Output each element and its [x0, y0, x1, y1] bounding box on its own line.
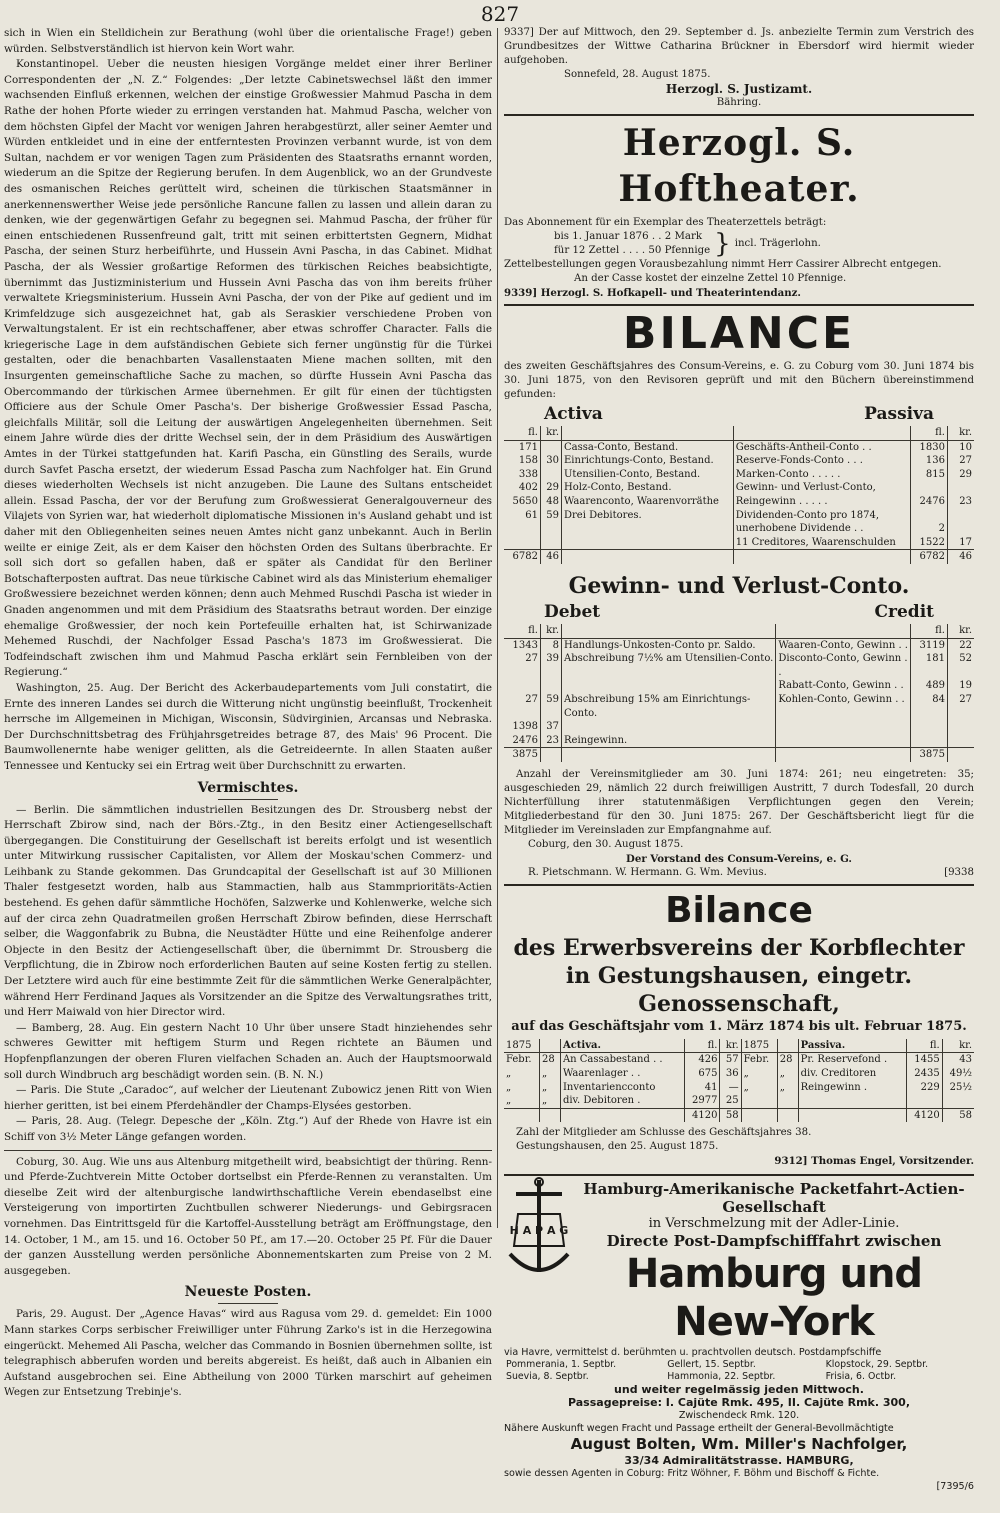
table-cell: 46 — [948, 550, 975, 564]
table-cell: 229 — [906, 1081, 942, 1095]
table-cell: Utensilien-Conto, Bestand. — [562, 468, 734, 482]
table-cell: fl. — [911, 624, 948, 638]
table-cell: „ — [741, 1067, 777, 1081]
table-cell: 6782 — [504, 550, 541, 564]
table-row — [504, 624, 974, 638]
hapag-merger: in Verschmelzung mit der Adler-Linie. — [648, 1216, 900, 1232]
hapag-route: Hamburg und New-York — [625, 1251, 923, 1346]
table-cell: 402 — [518, 482, 538, 494]
table-cell: 815 — [911, 468, 948, 482]
table-cell: 28 — [777, 1053, 798, 1067]
table-cell: 2476 — [512, 734, 538, 746]
table-cell — [504, 1108, 540, 1122]
table-cell: 489 — [911, 679, 948, 693]
separator-rule — [4, 1150, 492, 1151]
table-cell: 23 — [948, 495, 975, 509]
table-cell: „ — [540, 1067, 561, 1081]
table-cell: Rabatt-Conto, Gewinn . . — [776, 679, 911, 693]
table-cell: Gewinn- und Verlust-Conto, — [733, 481, 910, 495]
table-row — [504, 1053, 974, 1067]
table-row — [504, 1081, 974, 1095]
table-cell: 27 — [525, 653, 538, 665]
table-cell: Activa. — [560, 1039, 684, 1053]
page-number: 827 — [480, 2, 520, 26]
activa-label: Activa — [544, 404, 603, 424]
table-cell — [562, 720, 776, 734]
ship-cell: Frisia, 6. Octbr. — [825, 1371, 897, 1383]
theater-signature: 9339] Herzogl. S. Hofkapell- und Theaterintendanz. — [504, 287, 801, 299]
table-cell: Abschreibung 7½% am Utensilien-Conto. — [562, 652, 776, 679]
ship-cell: Hammonia, 22. Septbr. — [667, 1371, 776, 1383]
table-cell: 11 Creditores, Waarenschulden — [733, 536, 910, 550]
table-cell: „ — [777, 1067, 798, 1081]
table-cell: 48 — [541, 495, 562, 509]
b2-place: Gestungshausen, den 25. August 1875. — [516, 1141, 719, 1153]
table-cell: Dividenden-Conto pro 1874, — [733, 509, 910, 523]
hapag-via: via Havre, vermittelst d. berühmten u. prachtvollen deutsch. Postdampfschiffe — [504, 1347, 882, 1359]
table-cell: Reingewinn . — [798, 1081, 906, 1095]
table-cell: div. Debitoren . — [560, 1094, 684, 1108]
table-cell — [948, 509, 975, 523]
table-cell — [776, 624, 911, 638]
table-cell — [541, 536, 562, 550]
table-cell: kr. — [948, 426, 975, 440]
members-number: [9338 — [944, 866, 974, 878]
table-cell: kr. — [720, 1039, 741, 1053]
brace-icon: } — [714, 229, 731, 259]
table-cell: „ — [506, 1095, 512, 1107]
ship-cell: Klopstock, 29. Septbr. — [825, 1359, 929, 1371]
gv-table — [504, 624, 974, 762]
table-cell: 39 — [541, 652, 562, 679]
article-paris-1: — Paris. Die Stute „Caradoc“, auf welcher der Lieutenant Zubowicz jenen Ritt von Wien hierher geritten, ist bei einem Pferdehändler der Champs-Elysées gestorben. — [4, 1084, 492, 1112]
table-cell — [777, 1094, 798, 1108]
table-cell — [733, 426, 910, 440]
members-footer — [504, 866, 974, 880]
gv-title: Gewinn- und Verlust-Conto. — [568, 572, 910, 599]
bilance-korbflechter-title: Bilance — [665, 889, 813, 931]
table-row — [504, 495, 974, 509]
section-heading-neueste-posten: Neueste Posten. — [184, 1284, 312, 1301]
theater-title: Herzogl. S. Hoftheater. — [618, 122, 860, 210]
table-cell: 4120 — [906, 1108, 942, 1122]
table-cell — [562, 426, 734, 440]
b2-signature: 9312] Thomas Engel, Vorsitzender. — [774, 1155, 974, 1168]
table-cell: kr. — [948, 624, 975, 638]
article-coburg: Coburg, 30. Aug. Wie uns aus Altenburg mitgetheilt wird, beabsichtigt der thüring. Renn- und Pferde-Zuchtverein Mitte October dortselbst ein Pferde-Rennen zu veranstalten. Um dieselbe Zeit wird der altenburgische landwirthschaftliche Verein ebendaselbst eine Versteigerung von importirten Zuchtbullen schwerer Niederungs- und Gebirgsracen vornehmen. Das Eintrittsgeld für die Kartoffel-Ausstellung beträgt am Eröffnungstage, den 14. October, 1 M., am 15. und 16. October 50 Pf., am 17.—20. October 25 Pf. Für die Dauer der ganzen Ausstellung werden persönliche Abonnementskarten zum Preise von 2 M. ausgegeben. — [4, 1155, 492, 1277]
table-cell: 17 — [948, 536, 975, 550]
theater-price-1: bis 1. Januar 1876 . . 2 Mark — [554, 231, 703, 242]
table-cell — [948, 748, 975, 762]
ship-cell: Pommerania, 1. Septbr. — [506, 1359, 617, 1371]
table-cell: 23 — [541, 734, 562, 748]
table-cell — [541, 522, 562, 536]
table-cell — [504, 679, 541, 693]
table-cell: 181 — [911, 652, 948, 679]
table-cell: Reingewinn . . . . . — [733, 495, 910, 509]
table-cell: Waarenlager . . — [560, 1067, 684, 1081]
table-cell: Drei Debitores. — [562, 509, 734, 523]
table-row — [504, 720, 974, 734]
table-cell — [540, 1108, 561, 1122]
separator-rule — [504, 114, 974, 116]
table-row — [504, 426, 974, 440]
table-cell: Pr. Reservefond . — [798, 1053, 906, 1067]
heading-rule — [218, 1303, 278, 1304]
table-cell — [741, 1108, 777, 1122]
table-cell: 46 — [541, 550, 562, 564]
table-cell: Reingewinn. — [562, 734, 776, 748]
table-cell — [911, 481, 948, 495]
table-cell — [777, 1039, 798, 1053]
anchor-icon — [504, 1176, 574, 1286]
article-intro: sich in Wien ein Stelldichein zur Berathung (wohl über die orientalische Frage!) geben würden. Selbstverständlich ist hiervon kein Wort wahr. — [4, 27, 492, 55]
table-cell: 61 — [525, 509, 538, 521]
table-cell: 37 — [541, 720, 562, 734]
table-cell: 29 — [948, 468, 975, 482]
table-cell — [776, 734, 911, 748]
members-place: Coburg, den 30. August 1875. — [528, 838, 684, 850]
table-row — [504, 440, 974, 454]
table-cell — [948, 522, 975, 536]
debet-label: Debet — [544, 601, 601, 622]
hapag-number: [7395/6 — [936, 1481, 974, 1493]
table-cell: fl. — [906, 1039, 942, 1053]
notice-termin: 9337] Der auf Mittwoch, den 29. September d. Js. anbezielte Termin zum Verstrich des Grundbesitzes der Wittwe Catharina Brückner in Ebersdorf wird hiermit wieder aufgehoben. — [504, 27, 974, 66]
table-row — [504, 468, 974, 482]
theater-casse: An der Casse kostet der einzelne Zettel 10 Pfennige. — [574, 273, 847, 284]
table-cell: An Cassabestand . . — [560, 1053, 684, 1067]
table-cell: Febr. — [741, 1053, 777, 1067]
table-cell: 41 — [684, 1081, 720, 1095]
table-row — [504, 1039, 974, 1053]
table-cell: 29 — [541, 481, 562, 495]
table-cell: 30 — [541, 454, 562, 468]
table-cell: 5650 — [512, 495, 538, 507]
table-cell: 52 — [948, 652, 975, 679]
table-cell: Abschreibung 15% am Einrichtungs-Conto. — [562, 693, 776, 720]
theater-brace-text: incl. Trägerlohn. — [734, 238, 821, 249]
theater-prices — [504, 230, 974, 258]
table-cell — [562, 522, 734, 536]
table-cell: 171 — [518, 441, 538, 453]
hapag-weekly: und weiter regelmässig jeden Mittwoch. — [614, 1383, 864, 1397]
table-cell — [948, 734, 975, 748]
table-cell — [798, 1094, 906, 1108]
table-cell — [948, 481, 975, 495]
section-heading-vermischtes: Vermischtes. — [197, 779, 299, 796]
theater-price-2: für 12 Zettel . . . . 50 Pfennige — [554, 245, 711, 256]
table-cell: 59 — [541, 693, 562, 720]
table-cell: 27 — [948, 693, 975, 720]
table-cell: 22 — [948, 638, 975, 652]
table-cell: 25 — [720, 1094, 741, 1108]
hapag-address: 33/34 Admiralitätstrasse. HAMBURG, — [624, 1454, 854, 1468]
table-cell: 8 — [541, 638, 562, 652]
debet-credit-header — [504, 600, 974, 624]
table-cell: 49½ — [942, 1067, 974, 1081]
table-cell: „ — [777, 1081, 798, 1095]
table-row — [504, 550, 974, 564]
table-row — [504, 454, 974, 468]
table-cell — [541, 748, 562, 762]
table-cell: 19 — [948, 679, 975, 693]
table-cell: 1398 — [512, 721, 538, 733]
table-cell: Cassa-Conto, Bestand. — [562, 440, 734, 454]
table-cell — [504, 536, 541, 550]
table-cell: 28 — [540, 1053, 561, 1067]
table-cell: fl. — [504, 624, 541, 638]
members-signature: Der Vorstand des Consum-Vereins, e. G. — [626, 852, 852, 865]
table-row — [504, 1094, 974, 1108]
table-cell: Marken-Conto . . . . . — [733, 468, 910, 482]
table-cell: Handlungs-Unkosten-Conto pr. Saldo. — [562, 638, 776, 652]
table-cell: 27 — [525, 693, 538, 705]
table-cell: Inventariencconto — [560, 1081, 684, 1095]
table-cell: Holz-Conto, Bestand. — [562, 481, 734, 495]
table-row — [504, 509, 974, 523]
theater-abonnement: Das Abonnement für ein Exemplar des Theaterzettels beträgt: — [504, 217, 827, 228]
table-cell: 3875 — [911, 748, 948, 762]
hapag-prices-1: Passagepreise: I. Cajüte Rmk. 495, II. Cajüte Rmk. 300, — [567, 1396, 910, 1410]
table-cell: Febr. — [506, 1054, 532, 1066]
table-cell — [776, 748, 911, 762]
notice-termin-place: Sonnefeld, 28. August 1875. — [564, 69, 711, 80]
bilance-korbflechter-sub1: des Erwerbsvereins der Korbflechter in Gestungshausen, eingetr. Genossenschaft, — [513, 934, 965, 1017]
table-cell — [562, 536, 734, 550]
hapag-company: Hamburg-Amerikanische Packetfahrt-Actien-Gesellschaft — [583, 1180, 965, 1217]
table-cell: 25½ — [942, 1081, 974, 1095]
credit-label: Credit — [874, 601, 934, 622]
table-cell: 58 — [942, 1108, 974, 1122]
ship-row — [504, 1371, 974, 1383]
members-names: R. Pietschmann. W. Hermann. G. Wm. Mevius. — [528, 866, 767, 878]
article-washington: Washington, 25. Aug. Der Bericht des Ackerbaudepartements vom Juli constatirt, die Ernte des inneren Landes sei durch die Witterung nicht ungünstig beeinflußt, Trockenheit herrsche im Allgemeinen in Michigan, Wisconsin, Südvirginien, Arcansas und Nebraska. Der Durchschnittsbetrag des Frühjahrsgetreides betrage 87, des Mais' 96 Procent. Die Baumwollenernte habe weniger gelitten, als die Getreideernte. In allen Staaten außer Tennessee und Kentucky sei ein Ertrag weit über Durchschnitt zu erwarten. — [4, 681, 492, 772]
table-cell: 3119 — [911, 638, 948, 652]
table-cell — [911, 734, 948, 748]
ship-cell: Suevia, 8. Septbr. — [506, 1371, 589, 1383]
article-berlin: — Berlin. Die sämmtlichen industriellen Besitzungen des Dr. Strousberg nebst der Herrschaft Zbirow sind, nach der Börs.-Ztg., in den Besitz einer Actiengesellschaft übergegangen. Die Constituirung der Gesellschaft ist bereits erfolgt und ist wesentlich unter Mitwirkung russischer Capitalisten, vor Allem der Moskau'schen Commerz- und Leihbank zu Stande gekommen. Das Grundcapital der Gesellschaft ist auf 30 Millionen Thaler festgesetzt worden, halb aus Stammactien, halb aus Stammprioritäts-Actien bestehend. Es gehen dafür sämmtliche Hochöfen, Salzwerke und Kohlenwerke, welche sich auf der circa zehn Quadratmeilen großen Herrschaft Zbirow befinden, diese Herrschaft selber, die Waggonfabrik zu Bubna, die Neustädter Hütte und eine Reihenfolge anderer Objecte in den Besitz der Actiengesellschaft über, die übernimmt Dr. Strousberg die Verpflichtung, die in Zbirow noch erforderlichen Bauten auf seine Kosten fertig zu stellen. Der Letztere wird auch für eine bestimmte Zeit für die sämmtlichen Werke Generalpächter, während Herr Ferdinand Jaques als Vorsitzender an die Spitze des Verwaltungsrathes tritt, und Herr Maiwald von hier Director wird. — [4, 803, 492, 1019]
table-cell — [911, 509, 948, 523]
table-cell: „ — [540, 1081, 561, 1095]
table-cell: 57 — [720, 1053, 741, 1067]
table-cell — [560, 1108, 684, 1122]
activa-passiva-header — [504, 402, 974, 426]
table-cell: 6782 — [911, 550, 948, 564]
heading-rule — [218, 799, 278, 800]
table-cell: Kohlen-Conto, Gewinn . . — [776, 693, 911, 720]
table-cell: 675 — [684, 1067, 720, 1081]
table-cell: 158 — [518, 455, 538, 467]
table-cell: „ — [506, 1068, 512, 1080]
table-cell — [776, 720, 911, 734]
hapag-agent: August Bolten, Wm. Miller's Nachfolger, — [570, 1435, 908, 1454]
table-cell: Geschäfts-Antheil-Conto . . — [733, 440, 910, 454]
table-cell: kr. — [541, 624, 562, 638]
bilance-consum-table — [504, 426, 974, 564]
bilance-korbflechter-sub2: auf das Geschäftsjahr vom 1. März 1874 bis ult. Februar 1875. — [511, 1018, 967, 1034]
table-cell: Passiva. — [798, 1039, 906, 1053]
table-cell: 136 — [911, 454, 948, 468]
table-cell: Einrichtungs-Conto, Bestand. — [562, 454, 734, 468]
table-cell: 84 — [911, 693, 948, 720]
table-cell: „ — [741, 1081, 777, 1095]
table-cell — [777, 1108, 798, 1122]
right-column — [504, 26, 974, 1493]
bilance-consum-title: BILANCE — [622, 308, 856, 359]
table-cell: div. Creditoren — [798, 1067, 906, 1081]
table-cell: 1875 — [504, 1039, 540, 1053]
table-cell: Reserve-Fonds-Conto . . . — [733, 454, 910, 468]
table-cell: 1830 — [911, 440, 948, 454]
table-cell — [741, 1094, 777, 1108]
table-cell: kr. — [541, 426, 562, 440]
table-row — [504, 693, 974, 720]
hapag-prices-2: Zwischendeck Rmk. 120. — [678, 1410, 800, 1422]
table-cell: 27 — [948, 454, 975, 468]
table-cell: 1522 — [911, 536, 948, 550]
left-column — [4, 26, 492, 1401]
table-cell — [906, 1094, 942, 1108]
table-cell — [942, 1094, 974, 1108]
hapag-advertisement — [504, 1174, 974, 1493]
bilance-korbflechter-table — [504, 1039, 974, 1123]
table-row — [504, 1067, 974, 1081]
table-cell: 36 — [720, 1067, 741, 1081]
table-cell: 4120 — [684, 1108, 720, 1122]
table-row — [504, 638, 974, 652]
table-cell: kr. — [942, 1039, 974, 1053]
b2-members: Zahl der Mitglieder am Schlusse des Geschäftsjahres 38. — [516, 1127, 812, 1139]
table-cell — [948, 720, 975, 734]
theater-bestellung: Zettelbestellungen gegen Vorausbezahlung nimmt Herr Cassirer Albrecht entgegen. — [504, 259, 942, 270]
table-row — [504, 536, 974, 550]
table-row — [504, 748, 974, 762]
table-cell: 10 — [948, 440, 975, 454]
table-cell — [562, 550, 734, 564]
table-row — [504, 652, 974, 679]
table-cell: „ — [540, 1094, 561, 1108]
bilance-consum-subtitle: des zweiten Geschäftsjahres des Consum-Vereins, e. G. zu Coburg vom 30. Juni 1874 bis 30. Juni 1875, von den Revisoren geprüft und mit den Büchern übereinstimmend gefunden: — [504, 361, 974, 400]
table-cell: Waaren-Conto, Gewinn . . — [776, 638, 911, 652]
table-cell: 59 — [541, 509, 562, 523]
anchor-letters: H A P A G — [509, 1224, 569, 1238]
table-cell: „ — [506, 1081, 512, 1093]
table-cell: 3875 — [504, 748, 541, 762]
table-cell — [541, 468, 562, 482]
table-cell: unerhobene Dividende . . — [733, 522, 910, 536]
table-cell: 2977 — [684, 1094, 720, 1108]
table-cell: Disconto-Conto, Gewinn . . — [776, 652, 911, 679]
article-bamberg: — Bamberg, 28. Aug. Ein gestern Nacht 10 Uhr über unsere Stadt hinziehendes sehr schweres Gewitter mit heftigem Sturm und Regen richtete an Bäumen und Hopfenpflanzungen der oberen Fluren vielfachen Schaden an. Auch der Hauptsmoorwald soll durch Windbruch arg beschädigt worden sein. (B. N. N.) — [4, 1021, 492, 1081]
table-row — [504, 1108, 974, 1122]
table-cell — [540, 1039, 561, 1053]
table-cell: fl. — [504, 426, 541, 440]
hapag-direct: Directe Post-Dampfschifffahrt zwischen — [606, 1232, 942, 1251]
table-cell: 58 — [720, 1108, 741, 1122]
table-cell: 43 — [942, 1053, 974, 1067]
ship-schedule — [504, 1359, 974, 1383]
members-text: Anzahl der Vereinsmitglieder am 30. Juni 1874: 261; neu eingetreten: 35; ausgeschieden 29, nämlich 22 durch freiwilligen Austritt, 7 durch Todesfall, 20 durch Nichterfüllung ihrer statutenmäßigen Verpflichtungen gegen den Verein; Mitgliederbestand für den 30. Juni 1875: 267. Der Geschäftsbericht liegt für die Mitglieder im Vereinsladen zur Empfangnahme auf. — [504, 768, 974, 836]
separator-rule — [504, 304, 974, 306]
table-cell: 1343 — [512, 639, 538, 651]
table-cell: 2435 — [906, 1067, 942, 1081]
hapag-agents: sowie dessen Agenten in Coburg: Fritz Wöhner, F. Böhm und Bischoff & Fichte. — [504, 1468, 880, 1480]
table-cell: 2476 — [911, 495, 948, 509]
table-cell — [562, 679, 776, 693]
table-cell: 1875 — [741, 1039, 777, 1053]
ship-cell: Gellert, 15. Septbr. — [667, 1359, 756, 1371]
table-cell: 426 — [684, 1053, 720, 1067]
table-row — [504, 522, 974, 536]
column-divider — [497, 28, 498, 1228]
article-paris-3: Paris, 29. August. Der „Agence Havas“ wird aus Ragusa vom 29. d. gemeldet: Ein 1000 Mann starkes Corps serbischer Freiwilliger unter Führung Zarko's ist in die Herzegowina eingerückt. Mehemed Ali Pascha, welcher das Commando in Bosnien übernehmen sollte, ist telegraphisch abberufen worden und bereits abgereist. Es heißt, daß auch in Albanien ein Aufstand ausgebrochen sei. Eine Abtheilung von 2000 Türken marschirt auf geheimen Wegen zur Entsetzung Trebinje's. — [4, 1308, 492, 1399]
separator-rule — [504, 884, 974, 886]
table-cell: fl. — [684, 1039, 720, 1053]
table-cell — [562, 748, 776, 762]
hapag-info: Nähere Auskunft wegen Fracht und Passage ertheilt der General-Bevollmächtigte — [504, 1423, 894, 1435]
passiva-label: Passiva — [864, 404, 934, 424]
table-cell — [541, 679, 562, 693]
table-cell: fl. — [911, 426, 948, 440]
table-cell: — — [720, 1081, 741, 1095]
table-cell — [504, 522, 541, 536]
table-row — [504, 481, 974, 495]
table-row — [504, 679, 974, 693]
table-cell — [911, 720, 948, 734]
notice-termin-signature: Herzogl. S. Justizamt. — [665, 82, 813, 96]
table-cell: 1455 — [906, 1053, 942, 1067]
table-cell: 2 — [911, 522, 948, 536]
ship-row — [504, 1359, 974, 1371]
table-row — [504, 734, 974, 748]
table-cell — [798, 1108, 906, 1122]
table-cell — [733, 550, 910, 564]
article-konstantinopel: Konstantinopel. Ueber die neusten hiesigen Vorgänge meldet einer ihrer Berliner Correspondenten der „N. Z.“ Folgendes: „Der letzte Cabinetswechsel läßt den immer wachsenden Einfluß erkennen, welchen der einstige Großwessier Mahmud Pascha in dem Rathe der hohen Pforte wieder zu erringen verstanden hat. Mahmud Pascha, welcher von dem höchsten Gipfel der Macht vor wenigen Jahren herabgestürzt, aller seiner Aemter und Würden entkleidet und in eine der entferntesten Provinzen verbannt wurde, ist von dem Sultan, nachdem er vor wenigen Tagen zum Präsidenten des Staatsraths ernannt worden, wiederum an die Spitze der Regierung berufen. In dem Augenblick, wo an der Grundveste des osmanischen Reiches gerüttelt wird, scheinen die türkischen Staatsmänner in anerkennenswerther Weise jede persönliche Rancune fallen zu lassen und allein daran zu denken, wie der gegenwärtigen Gefahr zu begegnen sei. Mahmud Pascha, der früher für einen entschiedenen Russenfreund galt, tritt mit seinen erbittertsten Gegnern, Midhat Pascha, der seinen Sturz herbeiführte, und Hussein Avni Pascha, in das Cabinet. Midhat Pascha, der als Wessier großartige Reformen des türkischen Reiches beabsichtigte, übernimmt das Justizministerium und Hussein Avni Pascha das von ihm bereits früher verwaltete Kriegsministerium. Hussein Avni Pascha, der von der Pike auf gedient und im Krimfeldzuge sich ausgezeichnet hat, gab als Seraskier verschiedene Proben von Verwaltungstalent. Er ist ein rechtschaffener, aber etwas schroffer Character. Falls die kriegerische Lage in dem aufständischen Gebiete sich ferner ungünstig für die Türkei gestalten, oder die benachbarten Vasallenstaaten Miene machen sollten, mit den Insurgenten gemeinschaftliche Sache zu machen, so dürfte Hussein Avni Pascha das Obercommando der türkischen Armee übernehmen. Er gilt für einen der tüchtigsten Officiere aus der Schule Omer Pascha's. Der bisherige Großwessier Essad Pascha, gleichfalls Militär, soll die Leitung der auswärtigen Angelegenheiten übernehmen. Seit einem Jahre würde dies der dritte Wechsel sein, der in dem Präsidium des Auswärtigen Amtes in der Türkei stattgefunden hat. Karifi Pascha, ein Günstling des Serails, wurde durch Savfet Pascha ersetzt, der wiederum Essad Pascha zum Nachfolger hat. Ein Grund dieses wiederholten Wechsels ist nicht anzugeben. Die Laune des Sultans entscheidet allein. Essad Pascha, der vor der Berufung zum Großwessierat Generalgouverneur des Vilajets von Syrien war, hat wiederholt diplomatische Missionen in's Ausland gehabt und ist daher mit den Obliegenheiten seines neuen Amtes nicht ganz unbekannt. Auch in Berlin weilte er einige Zeit, als er dem Kaiser den höchsten Orden des Sultans überbrachte. Er soll sich dort so gefallen haben, daß er später als Candidat für den Berliner Botschafterposten auftrat. Das neue türkische Cabinet wird als das Ministerium ehemaliger Großwessiere bezeichnet werden können; denn auch Mehmed Ruschdi Pascha ist wieder in Gnaden angenommen und mit dem Präsidium des Staatsraths betraut worden. Der einzige ehemalige Großwessier, der noch kein Portefeuille erhalten hat, ist Schirwanizade Mehemed Ruschdi, der Nachfolger Essad Pascha's 1873 im Großwessierat. Die Todfeindschaft zwischen ihm und Mahmud Pascha erklärt sein Fernbleiben von der Regierung.“ — [4, 58, 492, 679]
table-cell: Waarenconto, Waarenvorräthe — [562, 495, 734, 509]
table-cell — [562, 624, 776, 638]
table-cell: 338 — [518, 468, 538, 480]
article-paris-2: — Paris, 28. Aug. (Telegr. Depesche der „Köln. Ztg.“) Auf der Rhede von Havre ist ein Schiff von 3½ Meter Länge gefangen worden. — [4, 1115, 492, 1143]
table-cell — [541, 440, 562, 454]
notice-termin-name: Bähring. — [716, 97, 762, 108]
